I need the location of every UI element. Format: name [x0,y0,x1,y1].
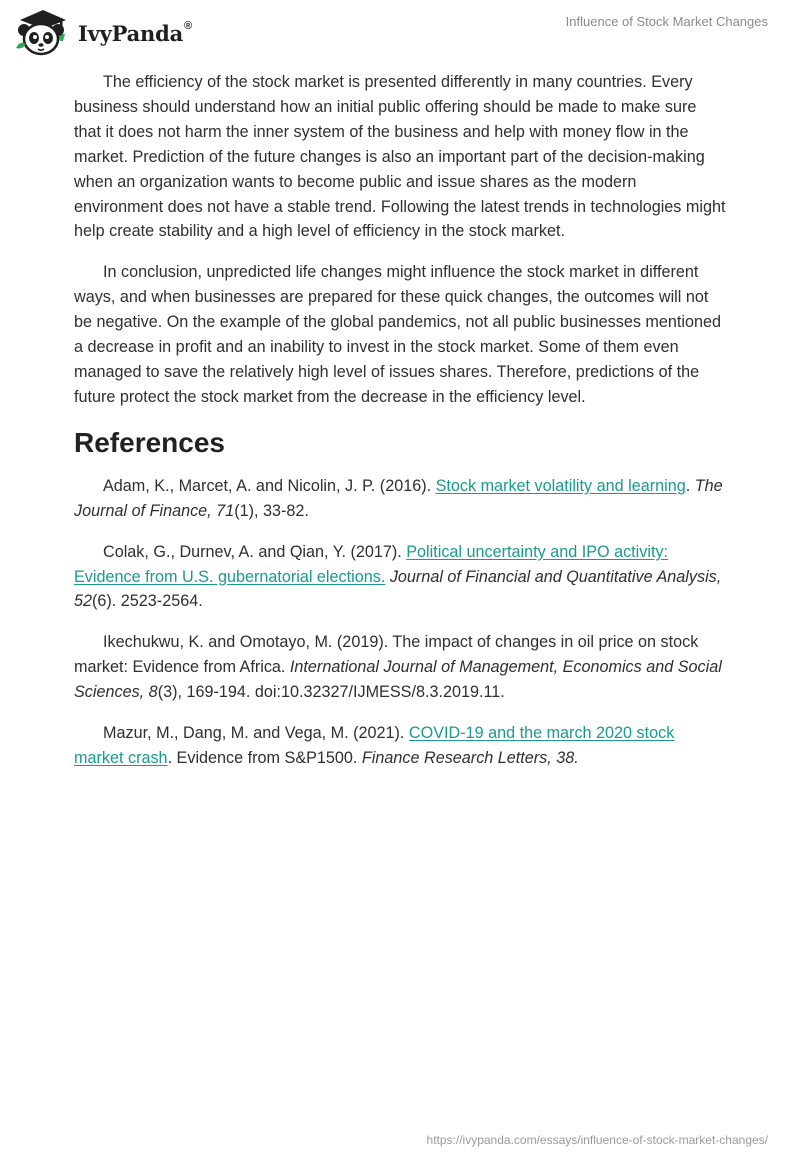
reference-authors: Mazur, M., Dang, M. and Vega, M. (2021). [103,724,409,743]
reference-authors: Ikechukwu, K. and Omotayo, M. (2019). The impact of changes in oil price on stock market: Evidence from Africa. [74,633,699,677]
reference-text: . [685,476,691,495]
reference-journal: Finance Research Letters, 38. [361,748,579,767]
reference-journal: Journal of Financial and Quantitative Analysis, 52 [74,567,722,611]
page-header [0,0,800,60]
reference-text: . Evidence from S&P1500. [167,748,362,767]
document-title: Influence of Stock Market Changes [565,14,768,29]
reference-item [74,721,726,771]
source-url[interactable]: https://ivypanda.com/essays/influence-of-stock-market-changes/ [426,1133,768,1147]
reference-authors: Colak, G., Durnev, A. and Qian, Y. (2017). [103,542,407,561]
reference-journal: International Journal of Management, Economics and Social Sciences, 8 [74,658,722,702]
reference-item [74,540,726,615]
reference-link[interactable]: Stock market volatility and learning [435,476,686,495]
reference-item [74,474,726,524]
reference-details: (1), 33-82. [234,501,309,520]
reference-authors: Adam, K., Marcet, A. and Nicolin, J. P. (2016). [103,476,436,495]
panda-logo-icon [14,8,72,56]
reference-journal: The Journal of Finance, 71 [74,476,723,520]
essay-content [74,70,726,787]
body-paragraph: The efficiency of the stock market is presented differently in many countries. Every business should understand how an initial public offering should be made to make sure that it does not harm the inner system of the business and help with money flow in the market. Prediction of the future changes is also an important part of the decision-making when an organization wants to become public and issue shares as the modern environment does not have a stable trend. Following the latest trends in technologies might help create stability and a high level of efficiency in the stock market. [74,73,726,241]
reference-link[interactable]: Political uncertainty and IPO activity: Evidence from U.S. gubernatorial elections. [74,542,669,586]
references-heading: References [74,426,225,458]
ivypanda-logo[interactable] [14,8,192,56]
brand-name: IvyPanda® [78,19,192,46]
reference-details: (6). 2523-2564. [92,592,203,611]
body-paragraph: In conclusion, unpredicted life changes might influence the stock market in different ways, and when businesses are prepared for these quick changes, the outcomes will not be negative. On the example of the global pandemics, not all public businesses mentioned a decrease in profit and an inability to invest in the stock market. Some of them even managed to save the relatively high level of issues shares. Therefore, predictions of the future protect the stock market from the decrease in the efficiency level. [74,263,722,406]
reference-details: (3), 169-194. doi:10.32327/IJMESS/8.3.2019.11. [157,683,505,702]
reference-link[interactable]: COVID-19 and the march 2020 stock market crash [74,724,675,767]
reference-item [74,630,726,705]
